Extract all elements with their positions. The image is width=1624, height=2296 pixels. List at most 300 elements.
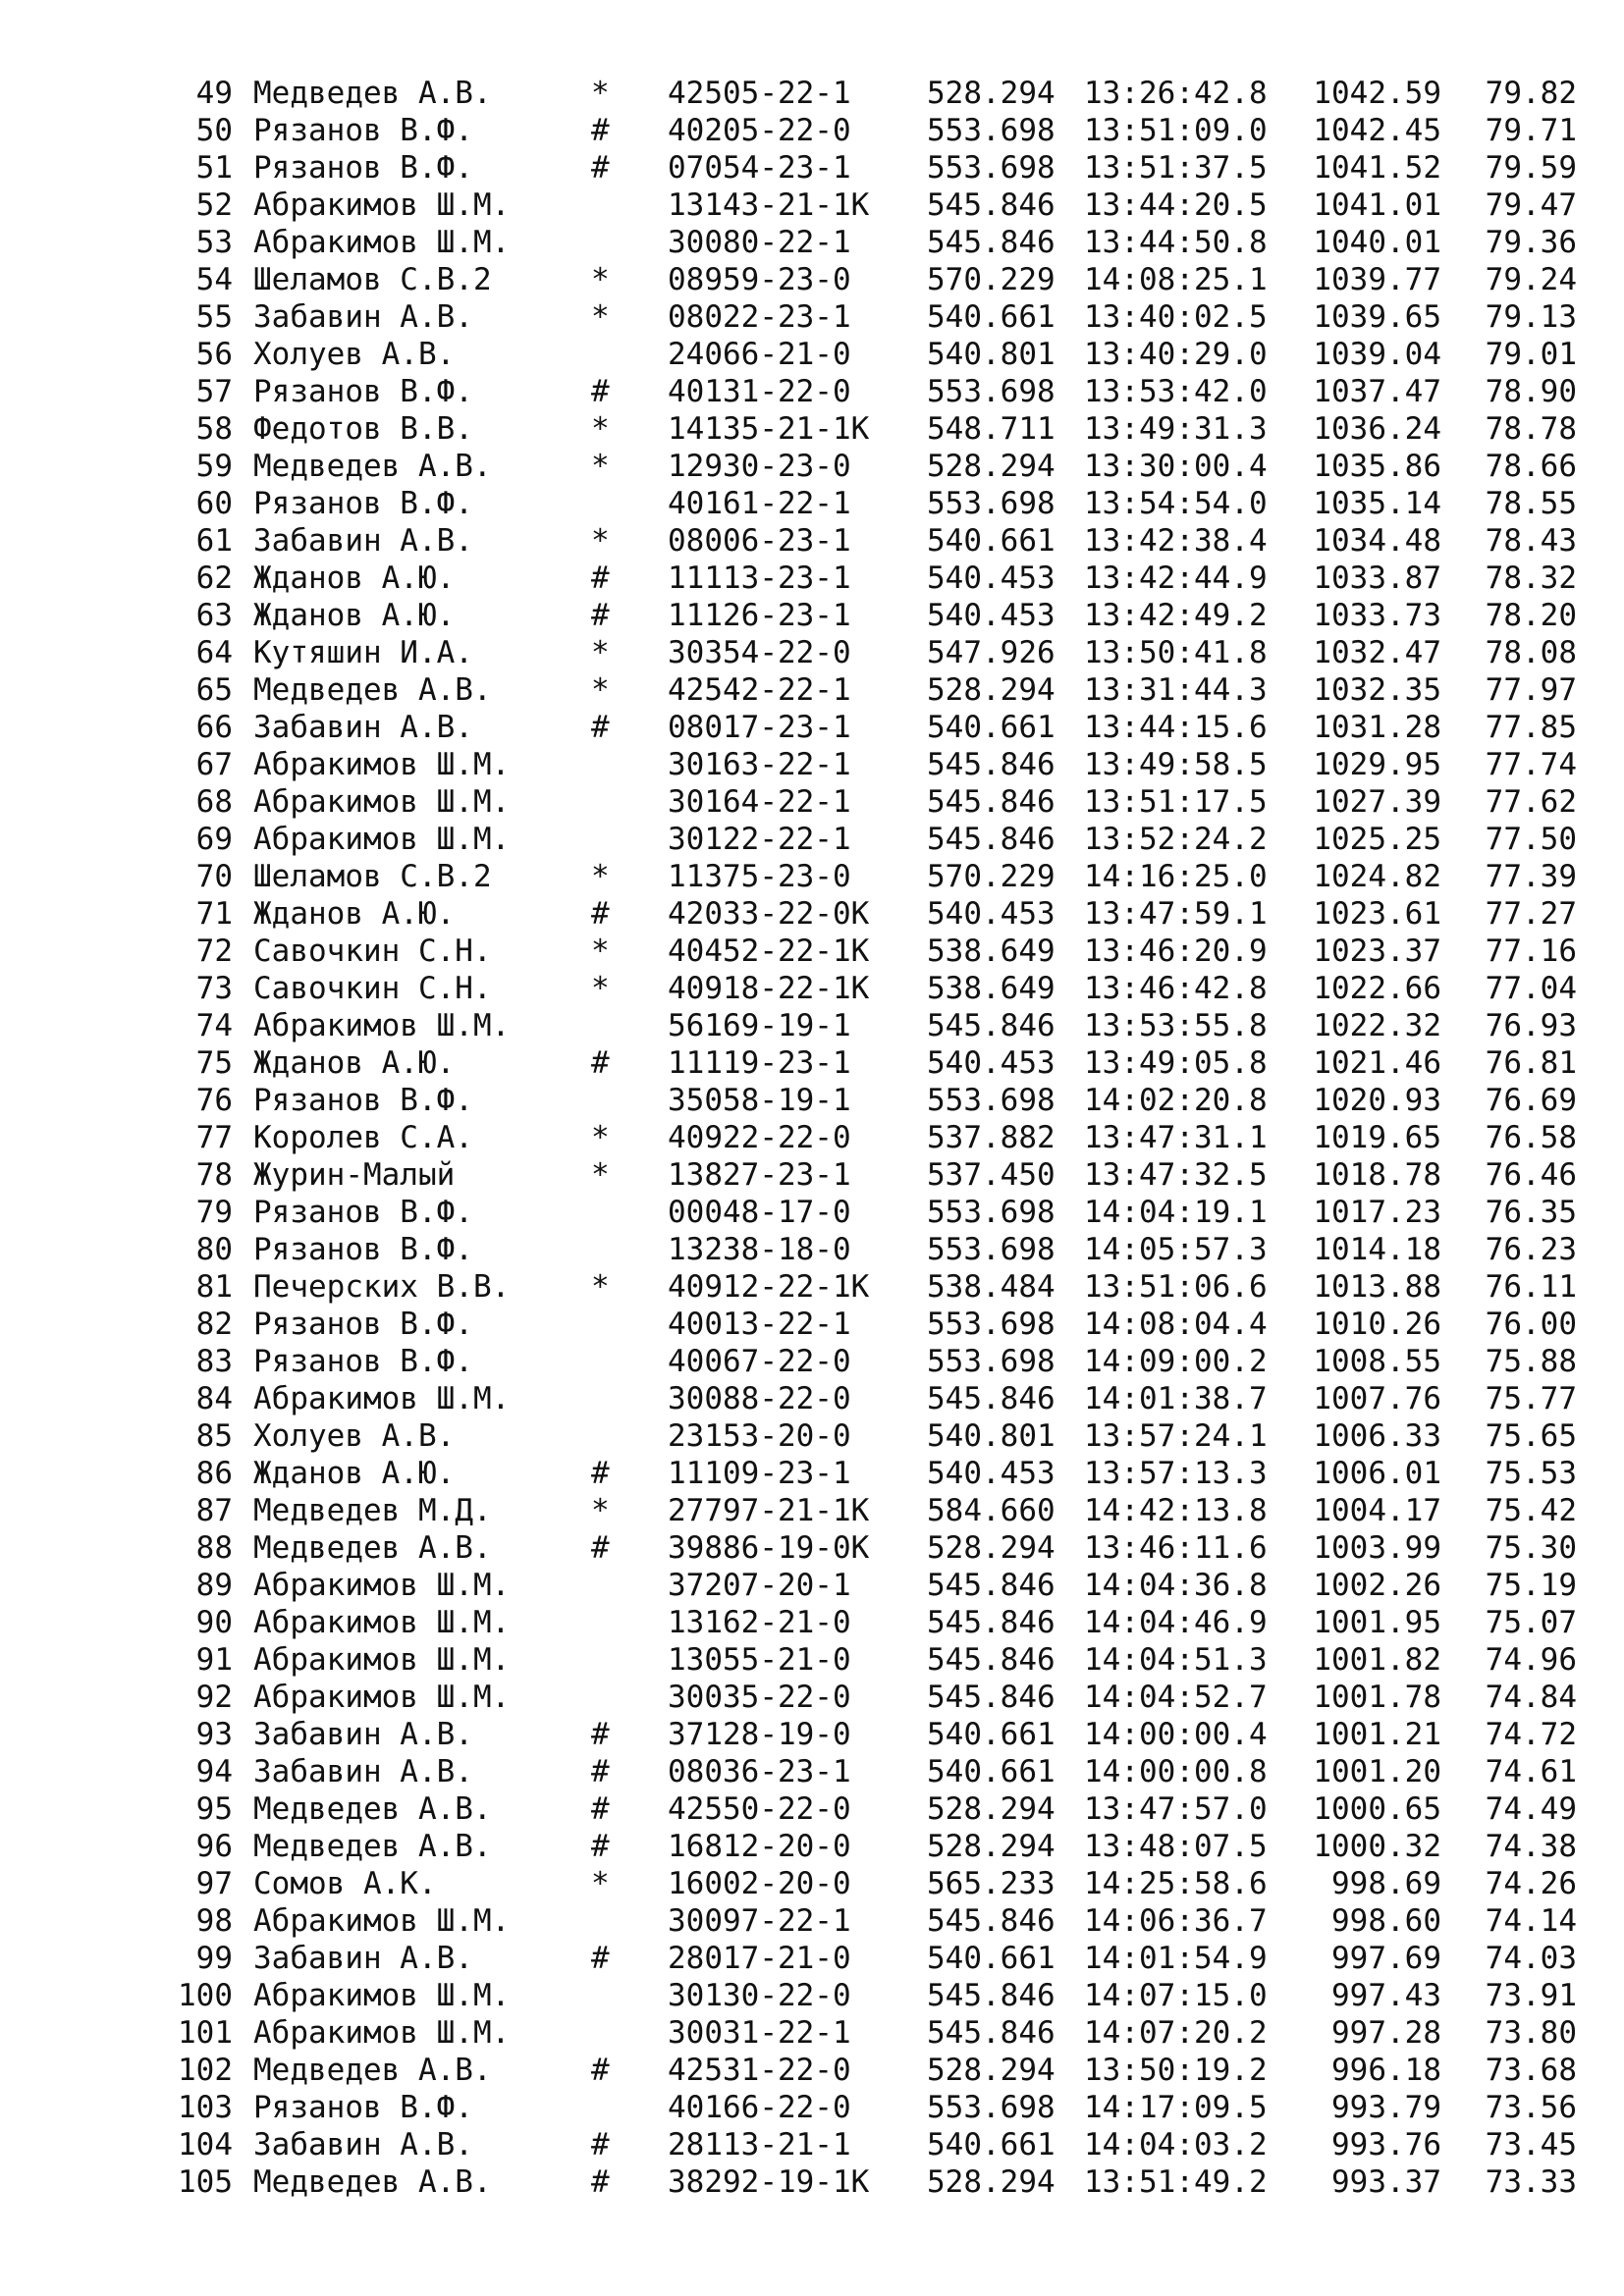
ring-number: 30031-22-1: [668, 2015, 851, 2051]
distance-km: 540.661: [927, 710, 1056, 745]
rank-number: 74: [195, 1008, 233, 1043]
owner-name: Забавин А.В.: [253, 299, 473, 335]
mark-symbol: *: [591, 1269, 610, 1305]
mark-symbol: #: [591, 113, 610, 148]
distance-km: 545.846: [927, 822, 1056, 857]
ring-number: 27797-21-1К: [668, 1493, 870, 1528]
arrival-time: 14:04:51.3: [1084, 1642, 1268, 1678]
owner-name: Савочкин С.Н.: [253, 971, 492, 1006]
owner-name: Журин-Малый: [253, 1157, 456, 1193]
ring-number: 28017-21-0: [668, 1941, 851, 1976]
distance-km: 528.294: [927, 2053, 1056, 2088]
arrival-time: 13:48:07.5: [1084, 1829, 1268, 1864]
ring-number: 40013-22-1: [668, 1307, 851, 1342]
score-value: 77.74: [1485, 747, 1577, 782]
table-row: [0, 1567, 1624, 1604]
owner-name: Абракимов Ш.М.: [253, 1381, 511, 1416]
distance-km: 545.846: [927, 225, 1056, 260]
table-row: [0, 783, 1624, 821]
score-value: 74.03: [1485, 1941, 1577, 1976]
owner-name: Королев С.А.: [253, 1120, 473, 1155]
arrival-time: 13:51:17.5: [1084, 784, 1268, 820]
distance-km: 540.661: [927, 523, 1056, 559]
score-value: 74.49: [1485, 1791, 1577, 1827]
ring-number: 30163-22-1: [668, 747, 851, 782]
owner-name: Абракимов Ш.М.: [253, 822, 511, 857]
table-row: [0, 298, 1624, 336]
score-value: 76.00: [1485, 1307, 1577, 1342]
arrival-time: 13:40:02.5: [1084, 299, 1268, 335]
rank-number: 105: [178, 2164, 233, 2200]
ring-number: 13238-18-0: [668, 1232, 851, 1267]
ring-number: 42542-22-1: [668, 672, 851, 708]
rank-number: 64: [195, 635, 233, 670]
speed-value: 1001.21: [1313, 1717, 1441, 1752]
arrival-time: 14:04:19.1: [1084, 1195, 1268, 1230]
mark-symbol: *: [591, 1157, 610, 1193]
arrival-time: 13:42:38.4: [1084, 523, 1268, 559]
ring-number: 12930-23-0: [668, 449, 851, 484]
mark-symbol: *: [591, 523, 610, 559]
score-value: 76.46: [1485, 1157, 1577, 1193]
distance-km: 528.294: [927, 1530, 1056, 1566]
table-row: [0, 709, 1624, 746]
score-value: 79.13: [1485, 299, 1577, 335]
distance-km: 538.649: [927, 971, 1056, 1006]
arrival-time: 13:44:20.5: [1084, 187, 1268, 223]
rank-number: 58: [195, 411, 233, 447]
arrival-time: 13:53:42.0: [1084, 374, 1268, 409]
speed-value: 1029.95: [1313, 747, 1441, 782]
rank-number: 90: [195, 1605, 233, 1640]
speed-value: 1023.61: [1313, 896, 1441, 932]
rank-number: 77: [195, 1120, 233, 1155]
rank-number: 88: [195, 1530, 233, 1566]
score-value: 76.35: [1485, 1195, 1577, 1230]
distance-km: 540.661: [927, 2127, 1056, 2163]
ring-number: 40205-22-0: [668, 113, 851, 148]
ring-number: 08959-23-0: [668, 262, 851, 297]
table-row: [0, 1306, 1624, 1343]
mark-symbol: *: [591, 672, 610, 708]
score-value: 75.42: [1485, 1493, 1577, 1528]
mark-symbol: *: [591, 76, 610, 111]
mark-symbol: #: [591, 1717, 610, 1752]
rank-number: 55: [195, 299, 233, 335]
table-row: [0, 970, 1624, 1007]
ring-number: 30164-22-1: [668, 784, 851, 820]
distance-km: 540.453: [927, 1045, 1056, 1081]
mark-symbol: #: [591, 374, 610, 409]
speed-value: 1037.47: [1313, 374, 1441, 409]
score-value: 74.38: [1485, 1829, 1577, 1864]
rank-number: 83: [195, 1344, 233, 1379]
arrival-time: 13:42:49.2: [1084, 598, 1268, 633]
rank-number: 67: [195, 747, 233, 782]
table-row: [0, 2014, 1624, 2052]
speed-value: 1032.35: [1313, 672, 1441, 708]
rank-number: 82: [195, 1307, 233, 1342]
arrival-time: 14:08:04.4: [1084, 1307, 1268, 1342]
distance-km: 545.846: [927, 1008, 1056, 1043]
distance-km: 565.233: [927, 1866, 1056, 1901]
arrival-time: 14:01:54.9: [1084, 1941, 1268, 1976]
owner-name: Федотов В.В.: [253, 411, 473, 447]
owner-name: Медведев М.Д.: [253, 1493, 492, 1528]
arrival-time: 14:17:09.5: [1084, 2090, 1268, 2125]
table-row: [0, 2089, 1624, 2126]
score-value: 74.61: [1485, 1754, 1577, 1789]
table-row: [0, 1417, 1624, 1455]
speed-value: 1033.87: [1313, 561, 1441, 596]
mark-symbol: *: [591, 635, 610, 670]
owner-name: Абракимов Ш.М.: [253, 225, 511, 260]
table-row: [0, 1343, 1624, 1380]
table-row: [0, 410, 1624, 448]
distance-km: 540.661: [927, 1941, 1056, 1976]
rank-number: 75: [195, 1045, 233, 1081]
speed-value: 1021.46: [1313, 1045, 1441, 1081]
ring-number: 56169-19-1: [668, 1008, 851, 1043]
table-row: [0, 261, 1624, 298]
ring-number: 14135-21-1К: [668, 411, 870, 447]
score-value: 77.97: [1485, 672, 1577, 708]
score-value: 76.81: [1485, 1045, 1577, 1081]
score-value: 75.65: [1485, 1418, 1577, 1454]
arrival-time: 14:04:52.7: [1084, 1680, 1268, 1715]
table-row: [0, 858, 1624, 895]
arrival-time: 13:47:32.5: [1084, 1157, 1268, 1193]
mark-symbol: #: [591, 598, 610, 633]
speed-value: 997.28: [1331, 2015, 1441, 2051]
arrival-time: 13:53:55.8: [1084, 1008, 1268, 1043]
table-row: [0, 112, 1624, 149]
table-row: [0, 1716, 1624, 1753]
arrival-time: 14:00:00.8: [1084, 1754, 1268, 1789]
rank-number: 81: [195, 1269, 233, 1305]
arrival-time: 13:50:19.2: [1084, 2053, 1268, 2088]
distance-km: 584.660: [927, 1493, 1056, 1528]
rank-number: 69: [195, 822, 233, 857]
speed-value: 1023.37: [1313, 934, 1441, 969]
mark-symbol: *: [591, 934, 610, 969]
rank-number: 70: [195, 859, 233, 894]
rank-number: 103: [178, 2090, 233, 2125]
ring-number: 40452-22-1К: [668, 934, 870, 969]
table-row: [0, 1641, 1624, 1679]
speed-value: 1022.66: [1313, 971, 1441, 1006]
table-row: [0, 895, 1624, 933]
table-row: [0, 336, 1624, 373]
owner-name: Рязанов В.Ф.: [253, 2090, 473, 2125]
arrival-time: 14:05:57.3: [1084, 1232, 1268, 1267]
table-row: [0, 2163, 1624, 2201]
score-value: 73.45: [1485, 2127, 1577, 2163]
owner-name: Рязанов В.Ф.: [253, 1195, 473, 1230]
speed-value: 1000.65: [1313, 1791, 1441, 1827]
mark-symbol: #: [591, 1829, 610, 1864]
speed-value: 1008.55: [1313, 1344, 1441, 1379]
distance-km: 528.294: [927, 1829, 1056, 1864]
ring-number: 40166-22-0: [668, 2090, 851, 2125]
table-row: [0, 821, 1624, 858]
mark-symbol: #: [591, 2164, 610, 2200]
speed-value: 1040.01: [1313, 225, 1441, 260]
score-value: 74.14: [1485, 1903, 1577, 1939]
ring-number: 38292-19-1К: [668, 2164, 870, 2200]
table-row: [0, 1492, 1624, 1529]
distance-km: 553.698: [927, 486, 1056, 521]
owner-name: Забавин А.В.: [253, 2127, 473, 2163]
score-value: 77.27: [1485, 896, 1577, 932]
arrival-time: 13:44:50.8: [1084, 225, 1268, 260]
owner-name: Жданов А.Ю.: [253, 1045, 456, 1081]
rank-number: 98: [195, 1903, 233, 1939]
ring-number: 28113-21-1: [668, 2127, 851, 2163]
arrival-time: 14:07:15.0: [1084, 1978, 1268, 2013]
owner-name: Рязанов В.Ф.: [253, 486, 473, 521]
ring-number: 11126-23-1: [668, 598, 851, 633]
distance-km: 553.698: [927, 1344, 1056, 1379]
table-row: [0, 560, 1624, 597]
score-value: 78.08: [1485, 635, 1577, 670]
distance-km: 545.846: [927, 784, 1056, 820]
table-row: [0, 1529, 1624, 1567]
owner-name: Забавин А.В.: [253, 1754, 473, 1789]
owner-name: Кутяшин И.А.: [253, 635, 473, 670]
owner-name: Шеламов С.В.2: [253, 859, 492, 894]
arrival-time: 14:04:36.8: [1084, 1568, 1268, 1603]
owner-name: Забавин А.В.: [253, 1717, 473, 1752]
table-row: [0, 1380, 1624, 1417]
speed-value: 1034.48: [1313, 523, 1441, 559]
arrival-time: 13:51:09.0: [1084, 113, 1268, 148]
ring-number: 40922-22-0: [668, 1120, 851, 1155]
owner-name: Абракимов Ш.М.: [253, 1642, 511, 1678]
score-value: 75.07: [1485, 1605, 1577, 1640]
table-row: [0, 1902, 1624, 1940]
speed-value: 1022.32: [1313, 1008, 1441, 1043]
distance-km: 545.846: [927, 1605, 1056, 1640]
speed-value: 1001.82: [1313, 1642, 1441, 1678]
score-value: 76.23: [1485, 1232, 1577, 1267]
mark-symbol: #: [591, 896, 610, 932]
distance-km: 553.698: [927, 113, 1056, 148]
ring-number: 35058-19-1: [668, 1083, 851, 1118]
table-row: [0, 149, 1624, 187]
rank-number: 99: [195, 1941, 233, 1976]
table-row: [0, 224, 1624, 261]
owner-name: Жданов А.Ю.: [253, 561, 456, 596]
arrival-time: 13:51:49.2: [1084, 2164, 1268, 2200]
owner-name: Абракимов Ш.М.: [253, 747, 511, 782]
table-row: [0, 1604, 1624, 1641]
score-value: 73.56: [1485, 2090, 1577, 2125]
arrival-time: 13:50:41.8: [1084, 635, 1268, 670]
distance-km: 528.294: [927, 449, 1056, 484]
speed-value: 1001.20: [1313, 1754, 1441, 1789]
mark-symbol: #: [591, 1530, 610, 1566]
speed-value: 1042.45: [1313, 113, 1441, 148]
table-row: [0, 1455, 1624, 1492]
ring-number: 30354-22-0: [668, 635, 851, 670]
distance-km: 540.453: [927, 896, 1056, 932]
rank-number: 92: [195, 1680, 233, 1715]
arrival-time: 13:54:54.0: [1084, 486, 1268, 521]
distance-km: 545.846: [927, 1978, 1056, 2013]
ring-number: 16812-20-0: [668, 1829, 851, 1864]
owner-name: Абракимов Ш.М.: [253, 1978, 511, 2013]
score-value: 74.84: [1485, 1680, 1577, 1715]
score-value: 79.71: [1485, 113, 1577, 148]
distance-km: 570.229: [927, 859, 1056, 894]
owner-name: Медведев А.В.: [253, 2164, 492, 2200]
table-row: [0, 1268, 1624, 1306]
arrival-time: 13:44:15.6: [1084, 710, 1268, 745]
speed-value: 1006.01: [1313, 1456, 1441, 1491]
speed-value: 1041.52: [1313, 150, 1441, 186]
distance-km: 528.294: [927, 76, 1056, 111]
score-value: 76.69: [1485, 1083, 1577, 1118]
rank-number: 50: [195, 113, 233, 148]
score-value: 75.53: [1485, 1456, 1577, 1491]
score-value: 76.58: [1485, 1120, 1577, 1155]
speed-value: 1010.26: [1313, 1307, 1441, 1342]
ring-number: 16002-20-0: [668, 1866, 851, 1901]
score-value: 75.77: [1485, 1381, 1577, 1416]
speed-value: 993.79: [1331, 2090, 1441, 2125]
score-value: 75.30: [1485, 1530, 1577, 1566]
score-value: 78.78: [1485, 411, 1577, 447]
ring-number: 30097-22-1: [668, 1903, 851, 1939]
table-row: [0, 448, 1624, 485]
arrival-time: 13:51:37.5: [1084, 150, 1268, 186]
speed-value: 997.43: [1331, 1978, 1441, 2013]
distance-km: 553.698: [927, 1083, 1056, 1118]
distance-km: 545.846: [927, 187, 1056, 223]
rank-number: 95: [195, 1791, 233, 1827]
speed-value: 1032.47: [1313, 635, 1441, 670]
owner-name: Рязанов В.Ф.: [253, 1083, 473, 1118]
arrival-time: 13:40:29.0: [1084, 337, 1268, 372]
speed-value: 1000.32: [1313, 1829, 1441, 1864]
score-value: 77.04: [1485, 971, 1577, 1006]
arrival-time: 13:47:57.0: [1084, 1791, 1268, 1827]
rank-number: 84: [195, 1381, 233, 1416]
score-value: 79.47: [1485, 187, 1577, 223]
rank-number: 102: [178, 2053, 233, 2088]
arrival-time: 13:31:44.3: [1084, 672, 1268, 708]
results-table: [0, 75, 1624, 2201]
rank-number: 53: [195, 225, 233, 260]
rank-number: 65: [195, 672, 233, 708]
mark-symbol: #: [591, 150, 610, 186]
rank-number: 52: [195, 187, 233, 223]
owner-name: Жданов А.Ю.: [253, 1456, 456, 1491]
distance-km: 528.294: [927, 672, 1056, 708]
rank-number: 89: [195, 1568, 233, 1603]
owner-name: Абракимов Ш.М.: [253, 2015, 511, 2051]
speed-value: 993.37: [1331, 2164, 1441, 2200]
score-value: 73.33: [1485, 2164, 1577, 2200]
arrival-time: 13:26:42.8: [1084, 76, 1268, 111]
table-row: [0, 522, 1624, 560]
table-row: [0, 671, 1624, 709]
rank-number: 85: [195, 1418, 233, 1454]
speed-value: 998.60: [1331, 1903, 1441, 1939]
distance-km: 540.453: [927, 1456, 1056, 1491]
rank-number: 61: [195, 523, 233, 559]
speed-value: 1017.23: [1313, 1195, 1441, 1230]
owner-name: Рязанов В.Ф.: [253, 1232, 473, 1267]
ring-number: 13055-21-0: [668, 1642, 851, 1678]
score-value: 77.50: [1485, 822, 1577, 857]
arrival-time: 13:51:06.6: [1084, 1269, 1268, 1305]
rank-number: 91: [195, 1642, 233, 1678]
table-row: [0, 1865, 1624, 1902]
table-row: [0, 1156, 1624, 1194]
distance-km: 540.661: [927, 1717, 1056, 1752]
rank-number: 101: [178, 2015, 233, 2051]
arrival-time: 13:46:42.8: [1084, 971, 1268, 1006]
mark-symbol: *: [591, 1866, 610, 1901]
score-value: 77.62: [1485, 784, 1577, 820]
mark-symbol: *: [591, 411, 610, 447]
ring-number: 39886-19-0К: [668, 1530, 870, 1566]
rank-number: 76: [195, 1083, 233, 1118]
speed-value: 1002.26: [1313, 1568, 1441, 1603]
owner-name: Абракимов Ш.М.: [253, 1605, 511, 1640]
table-row: [0, 1119, 1624, 1156]
score-value: 78.20: [1485, 598, 1577, 633]
speed-value: 1013.88: [1313, 1269, 1441, 1305]
rank-number: 79: [195, 1195, 233, 1230]
distance-km: 540.453: [927, 598, 1056, 633]
mark-symbol: #: [591, 710, 610, 745]
distance-km: 553.698: [927, 150, 1056, 186]
mark-symbol: #: [591, 2053, 610, 2088]
owner-name: Холуев А.В.: [253, 1418, 456, 1454]
owner-name: Жданов А.Ю.: [253, 896, 456, 932]
distance-km: 537.882: [927, 1120, 1056, 1155]
distance-km: 545.846: [927, 1642, 1056, 1678]
distance-km: 553.698: [927, 374, 1056, 409]
rank-number: 73: [195, 971, 233, 1006]
owner-name: Медведев А.В.: [253, 1530, 492, 1566]
distance-km: 553.698: [927, 1232, 1056, 1267]
owner-name: Печерских В.В.: [253, 1269, 511, 1305]
score-value: 78.32: [1485, 561, 1577, 596]
arrival-time: 13:47:59.1: [1084, 896, 1268, 932]
owner-name: Абракимов Ш.М.: [253, 784, 511, 820]
rank-number: 54: [195, 262, 233, 297]
owner-name: Рязанов В.Ф.: [253, 1344, 473, 1379]
table-row: [0, 1753, 1624, 1790]
speed-value: 1004.17: [1313, 1493, 1441, 1528]
rank-number: 71: [195, 896, 233, 932]
ring-number: 23153-20-0: [668, 1418, 851, 1454]
ring-number: 40918-22-1К: [668, 971, 870, 1006]
score-value: 78.43: [1485, 523, 1577, 559]
owner-name: Абракимов Ш.М.: [253, 1008, 511, 1043]
speed-value: 1033.73: [1313, 598, 1441, 633]
owner-name: Рязанов В.Ф.: [253, 374, 473, 409]
ring-number: 13827-23-1: [668, 1157, 851, 1193]
ring-number: 08036-23-1: [668, 1754, 851, 1789]
table-row: [0, 373, 1624, 410]
arrival-time: 14:01:38.7: [1084, 1381, 1268, 1416]
score-value: 74.26: [1485, 1866, 1577, 1901]
